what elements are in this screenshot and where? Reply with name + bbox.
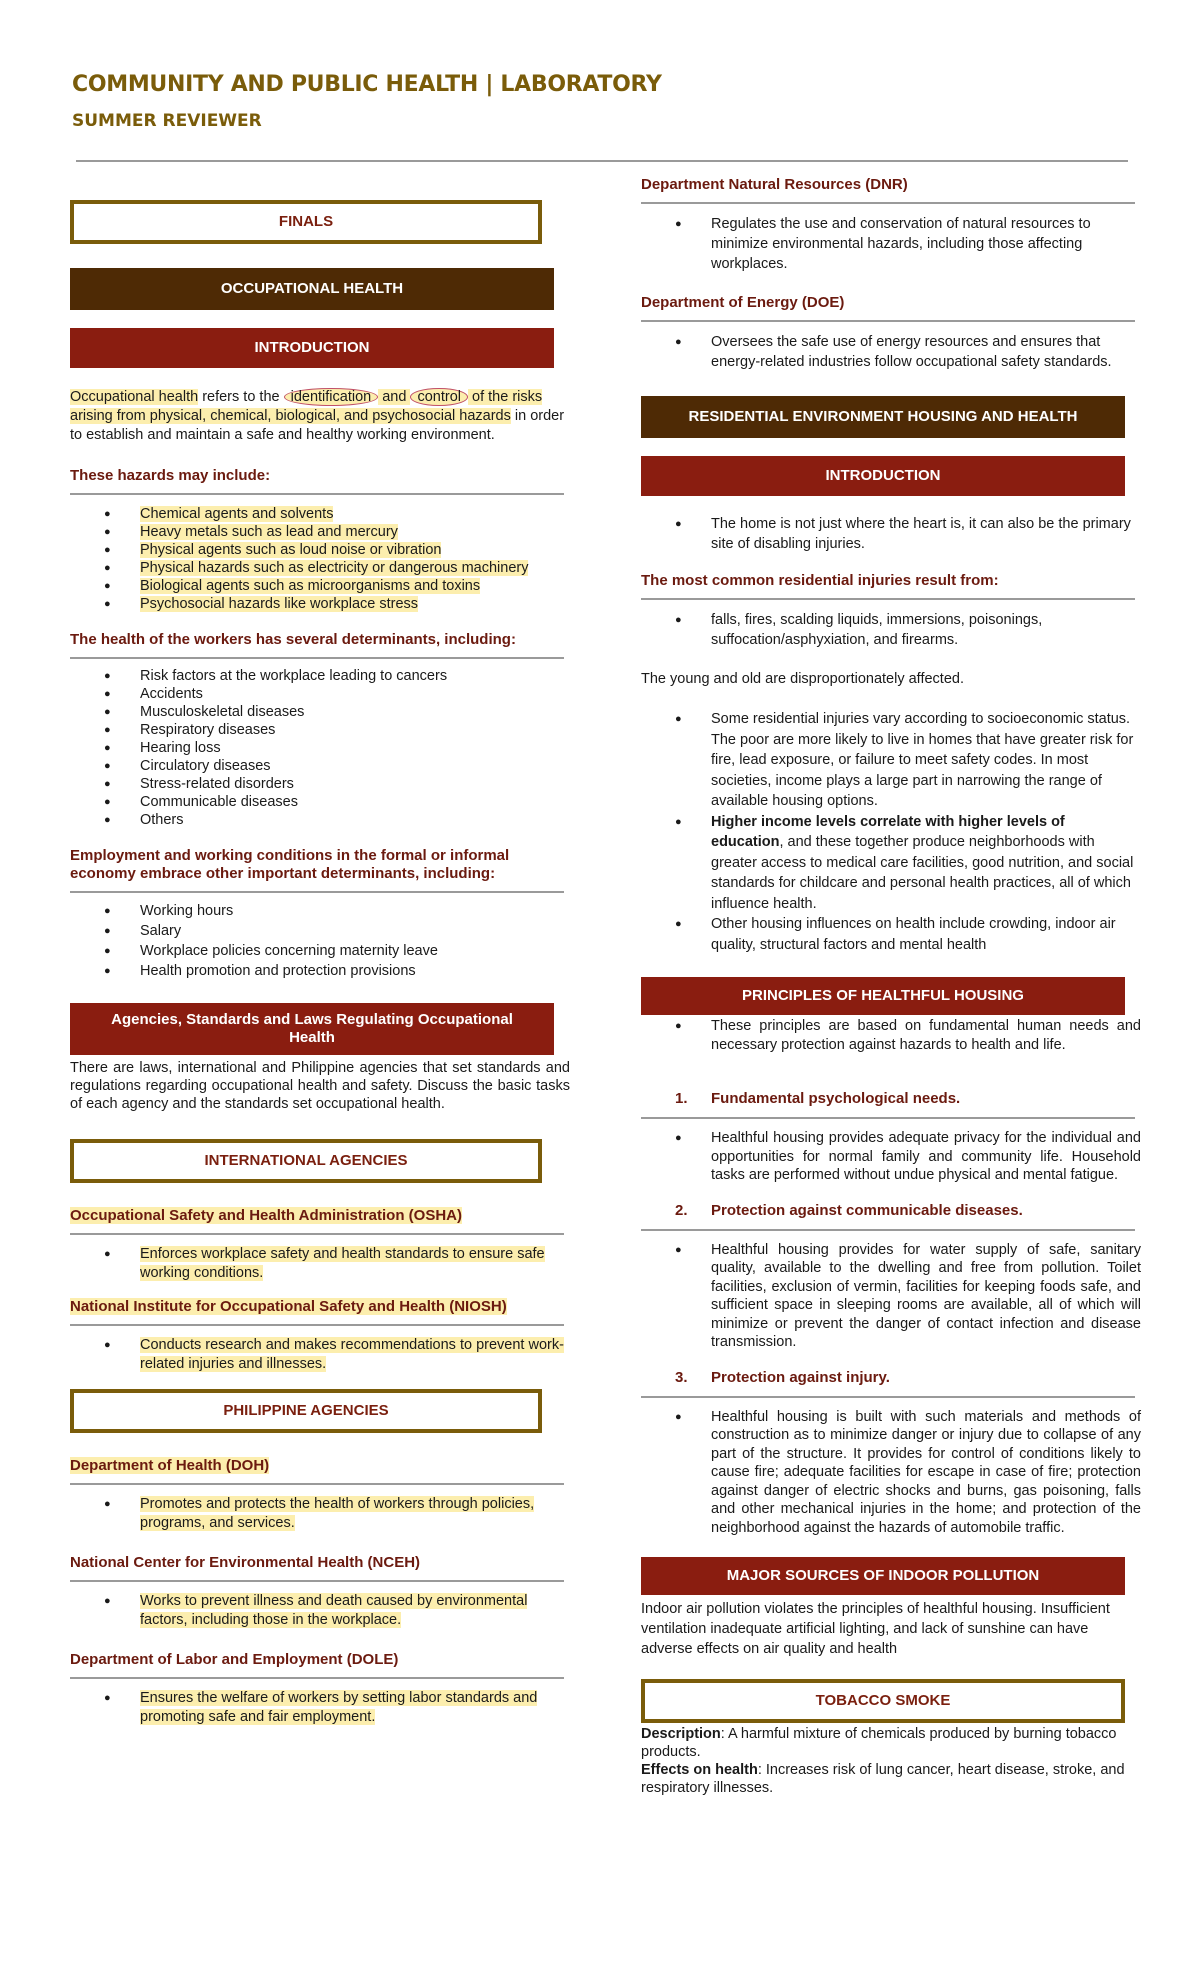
occupational-health-box: OCCUPATIONAL HEALTH (70, 268, 554, 310)
finals-box: FINALS (70, 200, 542, 244)
intro-text-b: refers to the (198, 389, 284, 405)
principle-1-heading: 1. Fundamental psychological needs. (675, 1090, 961, 1107)
principle-1-list (641, 1129, 1141, 1185)
list-item: ● Promotes and protects the health of workers through policies, programs, and services. (70, 1495, 570, 1532)
residential-box: RESIDENTIAL ENVIRONMENT HOUSING AND HEALTH (641, 396, 1125, 438)
list-item: ● Risk factors at the workplace leading to cancers (70, 667, 570, 685)
nceh-heading: National Center for Environmental Health (NCEH) (70, 1554, 421, 1571)
list-item: ● Biological agents such as microorganisms and toxins (70, 577, 570, 595)
list-item: ● falls, fires, scalding liquids, immersions, poisonings, suffocation/asphyxiation, and firearms. (641, 610, 1141, 650)
list-item: ● Regulates the use and conservation of natural resources to minimize environmental hazards, including those affecting workplaces. (641, 214, 1141, 274)
principle-3-rule (641, 1396, 1135, 1398)
list-item: ● Enforces workplace safety and health standards to ensure safe working conditions. (70, 1245, 570, 1282)
list-item: ● Some residential injuries vary according to socioeconomic status. The poor are more likely to live in homes that have greater risk for fire, lead exposure, or failure to meet safety codes. In most societies, income plays a large part in narrowing the range of available housing options. (641, 709, 1141, 812)
dnr-list (641, 214, 1141, 274)
left-column (70, 170, 570, 1726)
hazards-rule (70, 493, 564, 495)
principles-list (641, 1017, 1141, 1054)
determinants-rule (70, 657, 564, 659)
list-item: ● Communicable diseases (70, 793, 570, 811)
dnr-heading: Department Natural Resources (DNR) (641, 176, 908, 193)
list-item: ● Accidents (70, 685, 570, 703)
osha-list (70, 1245, 570, 1282)
list-item: ● Healthful housing provides for water supply of safe, sanitary quality, available to the dwelling and free from pollution. Toilet facilities, exclusion of vermin, facilities for keeping foods safe, and sufficient space in sleeping rooms are available, all of which will minimize or prevent the danger of contact infection and disease transmission. (641, 1241, 1141, 1352)
determinants-list (70, 667, 570, 829)
osha-heading: Occupational Safety and Health Administration (OSHA) (70, 1207, 462, 1224)
injuries-rule (641, 598, 1135, 600)
header-divider (76, 160, 1128, 162)
list-item: ● Chemical agents and solvents (70, 505, 570, 523)
residential-intro-box: INTRODUCTION (641, 456, 1125, 496)
intro-paragraph (70, 388, 570, 445)
list-item: ● Musculoskeletal diseases (70, 703, 570, 721)
hazards-list (70, 505, 570, 613)
principle-3-heading: 3. Protection against injury. (675, 1368, 890, 1386)
list-item: ● Working hours (70, 901, 570, 921)
principle-2-rule (641, 1229, 1135, 1231)
dole-list (70, 1689, 570, 1726)
list-item: ● Psychosocial hazards like workplace stress (70, 595, 570, 613)
osha-rule (70, 1233, 564, 1235)
nceh-rule (70, 1580, 564, 1582)
injuries-heading: The most common residential injuries result from: (641, 572, 999, 589)
list-item: ● Hearing loss (70, 739, 570, 757)
principles-box: PRINCIPLES OF HEALTHFUL HOUSING (641, 977, 1125, 1015)
dnr-rule (641, 202, 1135, 204)
intro-identification: identification (284, 388, 379, 406)
socio-list (641, 709, 1141, 955)
employment-rule (70, 891, 564, 893)
indoor-pollution-text: Indoor air pollution violates the principles of healthful housing. Insufficient ventilation inadequate artificial lighting, and lack of sunshine can have adverse effects on air quality and health (641, 1601, 1110, 1657)
indoor-pollution-box: MAJOR SOURCES OF INDOOR POLLUTION (641, 1557, 1125, 1595)
doh-rule (70, 1483, 564, 1485)
list-item: ● Workplace policies concerning maternity leave (70, 941, 570, 961)
agencies-box: Agencies, Standards and Laws Regulating Occupational Health (70, 1003, 554, 1055)
doe-list (641, 332, 1141, 372)
tobacco-effects: Effects on health: Increases risk of lung cancer, heart disease, stroke, and respiratory illnesses. (641, 1762, 1125, 1796)
tobacco-description: Description: A harmful mixture of chemicals produced by burning tobacco products. (641, 1726, 1117, 1760)
doe-rule (641, 320, 1135, 322)
list-item: ● Healthful housing provides adequate privacy for the individual and opportunities for normal family and community life. Household tasks are performed without undue physical and mental fatigue. (641, 1129, 1141, 1185)
home-list (641, 514, 1141, 554)
list-item: ● Higher income levels correlate with higher levels of education, and these together produce neighborhoods with greater access to medical care facilities, good nutrition, and social standards for childcare and personal health practices, all of which influence health. (641, 812, 1141, 915)
list-item: ● Respiratory diseases (70, 721, 570, 739)
international-agencies-box: INTERNATIONAL AGENCIES (70, 1139, 542, 1183)
principle-2-heading: 2. Protection against communicable diseases. (675, 1201, 1023, 1219)
list-item: ● Health promotion and protection provisions (70, 961, 570, 981)
employment-list (70, 901, 570, 981)
young-old-text: The young and old are disproportionately affected. (641, 671, 964, 687)
list-item: ● Ensures the welfare of workers by setting labor standards and promoting safe and fair employment. (70, 1689, 570, 1726)
doe-heading: Department of Energy (DOE) (641, 294, 845, 311)
agencies-paragraph: There are laws, international and Philippine agencies that set standards and regulations regarding occupational health and safety. Discuss the basic tasks of each agency and the standards set occupational health. (70, 1060, 570, 1112)
list-item: ● Stress-related disorders (70, 775, 570, 793)
document-header (72, 72, 662, 131)
list-item: ● Heavy metals such as lead and mercury (70, 523, 570, 541)
principle-3-list (641, 1408, 1141, 1538)
hazards-heading: These hazards may include: (70, 467, 271, 484)
intro-control: control (410, 388, 468, 406)
document-title: COMMUNITY AND PUBLIC HEALTH | LABORATORY (72, 72, 662, 97)
list-item: ● Conducts research and makes recommendations to prevent work-related injuries and illnesses. (70, 1336, 570, 1373)
list-item: ● Salary (70, 921, 570, 941)
document-subtitle: SUMMER REVIEWER (72, 111, 262, 131)
intro-text-f: of the risks arising from physical, chemical, biological, and psychosocial hazards (70, 389, 543, 424)
right-column (641, 176, 1141, 1797)
principle-2-list (641, 1241, 1141, 1352)
list-item: ● Healthful housing is built with such materials and methods of construction as to minimize danger or injury due to collapse of any part of the structure. It provides for control of conditions likely to cause fire; adequate facilities for escape in case of fire; protection against danger of electric shocks and burns, gas poisoning, falls and other mechanical injuries in the home; and protection of the neighborhood against the hazards of automobile traffic. (641, 1408, 1141, 1538)
list-item: ● Physical hazards such as electricity or dangerous machinery (70, 559, 570, 577)
list-item: ● The home is not just where the heart is, it can also be the primary site of disabling injuries. (641, 514, 1141, 554)
philippine-agencies-box: PHILIPPINE AGENCIES (70, 1389, 542, 1433)
intro-text-g: in order to establish and maintain a safe and healthy working environment. (70, 408, 565, 443)
niosh-list (70, 1336, 570, 1373)
list-item: ● Other housing influences on health include crowding, indoor air quality, structural factors and mental health (641, 914, 1141, 955)
nceh-list (70, 1592, 570, 1629)
employment-heading: Employment and working conditions in the formal or informal economy embrace other important determinants, including: (70, 847, 510, 882)
doh-heading: Department of Health (DOH) (70, 1457, 270, 1474)
dole-rule (70, 1677, 564, 1679)
principle-1-rule (641, 1117, 1135, 1119)
niosh-rule (70, 1324, 564, 1326)
intro-text-d: and (378, 389, 411, 405)
list-item: ● Oversees the safe use of energy resources and ensures that energy-related industries follow occupational safety standards. (641, 332, 1141, 372)
list-item: ● Physical agents such as loud noise or vibration (70, 541, 570, 559)
injuries-list (641, 610, 1141, 650)
intro-term: Occupational health (70, 389, 199, 405)
introduction-box: INTRODUCTION (70, 328, 554, 368)
niosh-heading: National Institute for Occupational Safety and Health (NIOSH) (70, 1298, 507, 1315)
doh-list (70, 1495, 570, 1532)
list-item: ● Works to prevent illness and death caused by environmental factors, including those in the workplace. (70, 1592, 570, 1629)
dole-heading: Department of Labor and Employment (DOLE) (70, 1651, 399, 1668)
list-item: ● These principles are based on fundamental human needs and necessary protection against hazards to health and life. (641, 1017, 1141, 1054)
list-item: ● Others (70, 811, 570, 829)
list-item: ● Circulatory diseases (70, 757, 570, 775)
determinants-heading: The health of the workers has several determinants, including: (70, 631, 516, 648)
tobacco-smoke-box: TOBACCO SMOKE (641, 1679, 1125, 1723)
